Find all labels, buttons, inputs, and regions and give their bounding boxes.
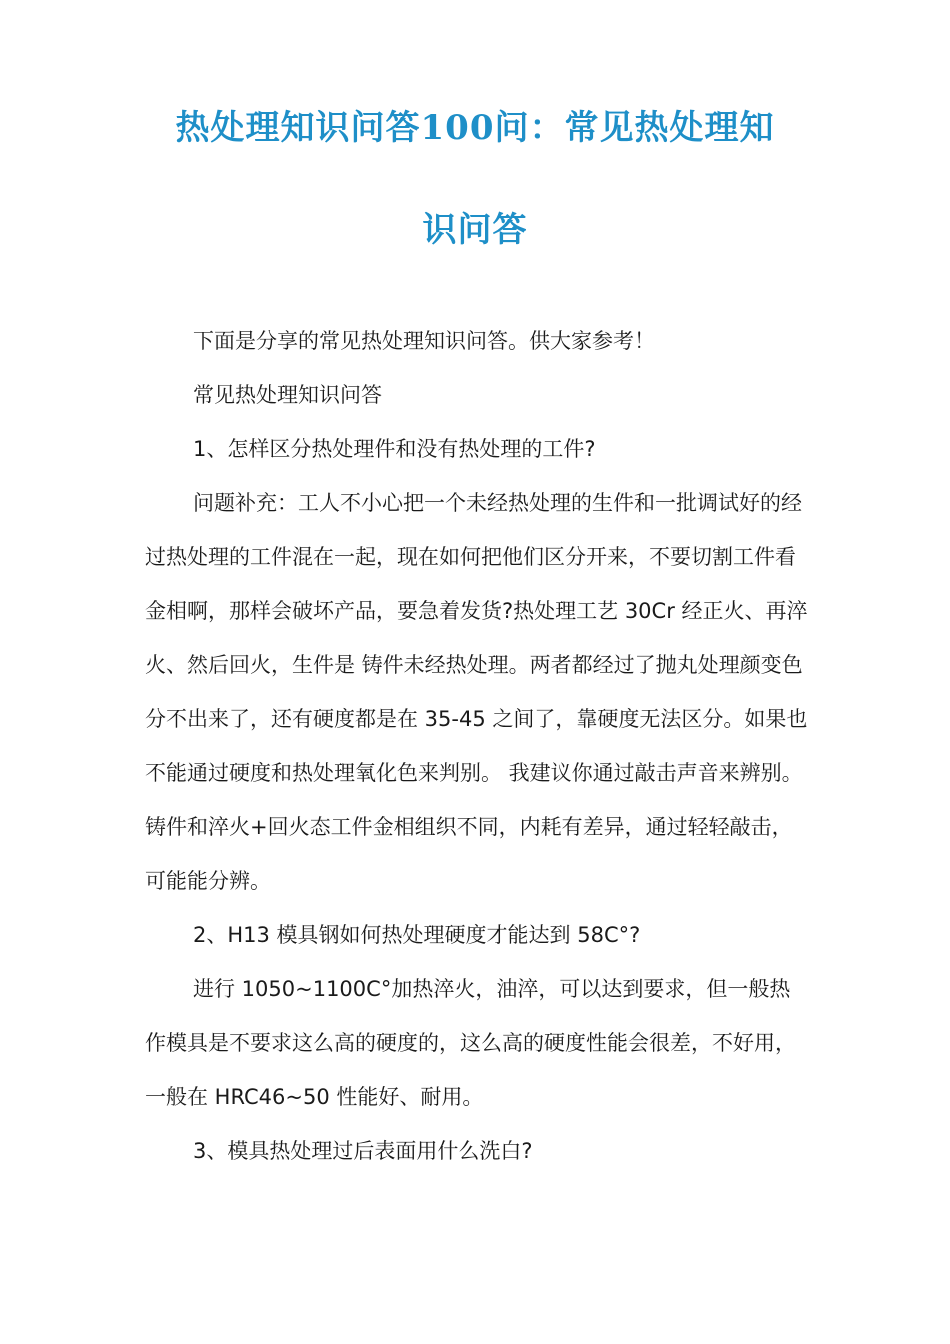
question-1: 1、怎样区分热处理件和没有热处理的工件? [193,437,596,461]
page-title-line-2: 识问答 [422,210,528,250]
question-3: 3、模具热处理过后表面用什么洗白? [193,1139,533,1163]
section-heading: 常见热处理知识问答 [193,383,382,407]
answer-1: 问题补充：工人不小心把一个未经热处理的生件和一批调试好的经过热处理的工件混在一起，现在如何把他们区分开来，不要切割工件看金相啊，那样会破坏产品，要急着发货?热处理工艺 30Cr 经正火、再淬火、然后回火，生件是 铸件未经热处理。两者都经过了抛丸处理颜变色分不出来了，还有硬度都是在 35-45 之间了，靠硬度无法区分。如果也不能通过硬度和热处理氧化色来判别。 我建议你通过敲击声音来辨别。 铸件和淬火+回火态工件金相组织不同，内耗有差异，通过轻轻敲击，可能能分辨。 [145,491,808,893]
page-title-line-1: 热处理知识问答100问：常见热处理知 [175,108,775,148]
question-2: 2、H13 模具钢如何热处理硬度才能达到 58C°? [193,923,641,947]
document-body [145,314,810,1178]
answer-2: 进行 1050~1100C°加热淬火，油淬，可以达到要求，但一般热作模具是不要求这么高的硬度的，这么高的硬度性能会很差，不好用，一般在 HRC46~50 性能好、耐用。 [145,977,796,1109]
intro-paragraph: 下面是分享的常见热处理知识问答。供大家参考！ [193,329,655,353]
